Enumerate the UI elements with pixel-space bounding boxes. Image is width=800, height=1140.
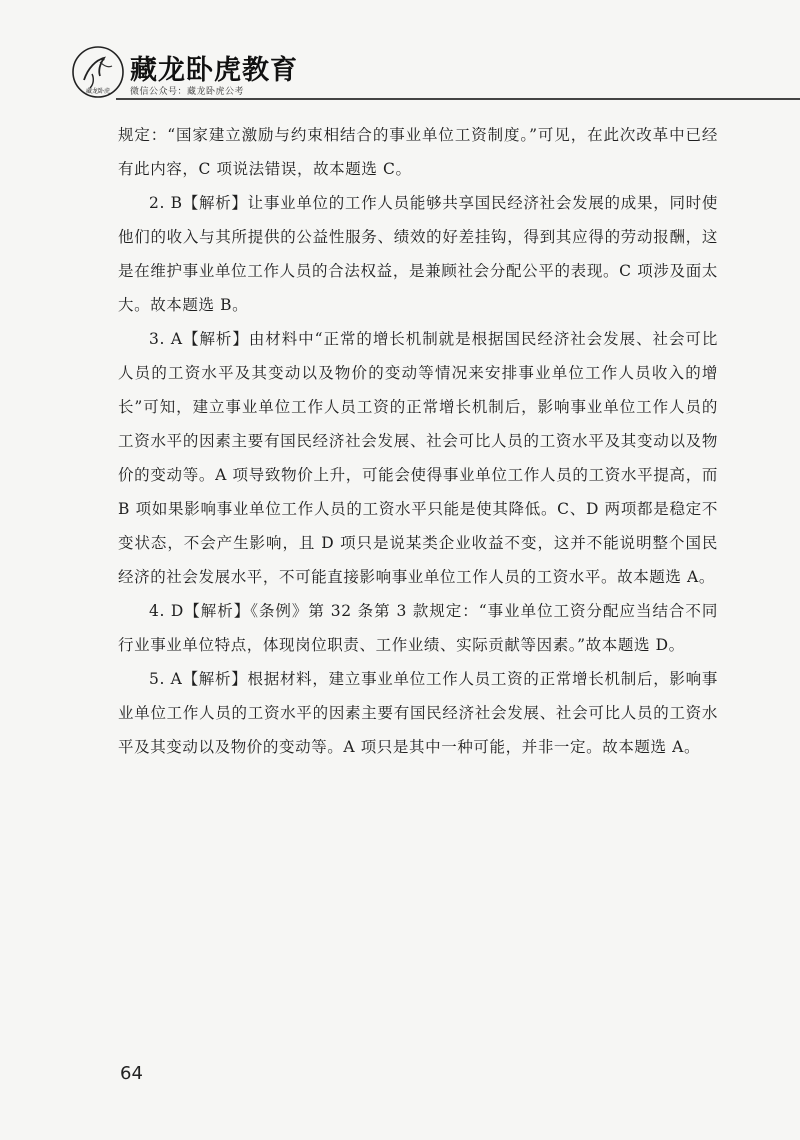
page-header [0, 0, 800, 104]
header-divider [116, 98, 800, 100]
paragraph-answer-4: 4. D【解析】《条例》第 32 条第 3 款规定：“事业单位工资分配应当结合不同行业事业单位特点，体现岗位职责、工作业绩、实际贡献等因素。”故本题选 D。 [118, 602, 718, 654]
paragraph-answer-5: 5. A【解析】根据材料，建立事业单位工作人员工资的正常增长机制后，影响事业单位工作人员的工资水平的因素主要有国民经济社会发展、社会可比人员的工资水平及其变动以及物价的变动等。A 项只是其中一种可能，并非一定。故本题选 A。 [118, 670, 718, 756]
brand-title: 藏龙卧虎教育 [130, 55, 298, 86]
logo-text: 藏龙卧虎 [85, 88, 111, 95]
page-number: 64 [120, 1063, 143, 1084]
answer-explanations [118, 118, 718, 764]
paragraph-answer-2: 2. B【解析】让事业单位的工作人员能够共享国民经济社会发展的成果，同时使他们的收入与其所提供的公益性服务、绩效的好差挂钩，得到其应得的劳动报酬，这是在维护事业单位工作人员的合法权益，是兼顾社会分配公平的表现。C 项涉及面太大。故本题选 B。 [118, 194, 718, 314]
paragraph-continuation: 规定：“国家建立激励与约束相结合的事业单位工资制度。”可见，在此次改革中已经有此内容，C 项说法错误，故本题选 C。 [118, 126, 718, 178]
brand-subtitle: 微信公众号：藏龙卧虎公考 [130, 87, 245, 97]
paragraph-answer-3: 3. A【解析】由材料中“正常的增长机制就是根据国民经济社会发展、社会可比人员的工资水平及其变动以及物价的变动等情况来安排事业单位工作人员收入的增长”可知，建立事业单位工作人员工资的正常增长机制后，影响事业单位工作人员的工资水平的因素主要有国民经济社会发展、社会可比人员的工资水平及其变动以及物价的变动等。A 项导致物价上升，可能会使得事业单位工作人员的工资水平提高，而 B 项如果影响事业单位工作人员的工资水平只能是使其降低。C、D 两项都是稳定不变状态，不会产生影响，且 D 项只是说某类企业收益不变，这并不能说明整个国民经济的社会发展水平，不可能直接影响事业单位工作人员的工资水平。故本题选 A。 [118, 330, 718, 586]
logo-emblem-icon [70, 44, 126, 100]
